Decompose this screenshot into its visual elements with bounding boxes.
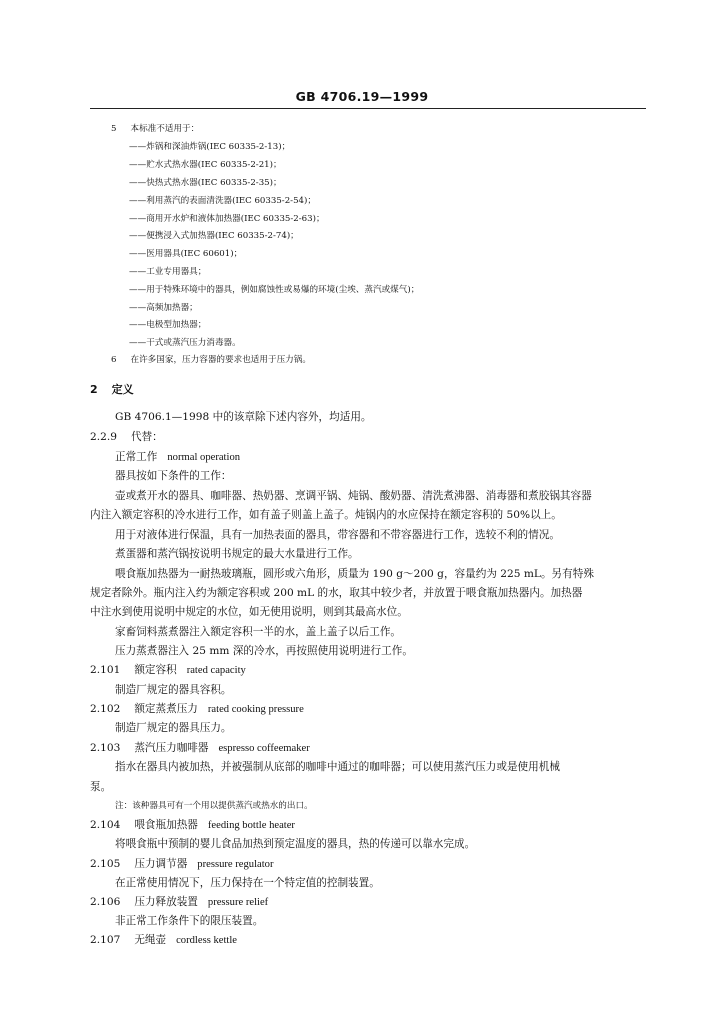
exclusion-item: ——干式或蒸汽压力消毒器。 (129, 338, 241, 348)
exclusion-item: ——利用蒸汽的表面清洗器(IEC 60335-2-54)； (129, 196, 316, 206)
term-en: normal operation (167, 452, 241, 463)
definition-text: 非正常工作条件下的限压装置。 (115, 915, 264, 927)
definition-text: 制造厂规定的器具容积。 (115, 684, 232, 696)
paragraph-line: 喂食瓶加热器为一耐热玻璃瓶，圆形或六角形，质量为 190 g～200 g，容量约为 225 mL。另有特殊 (115, 568, 594, 580)
header-rule (90, 108, 646, 109)
section-intro: GB 4706.1—1998 中的该章除下述内容外，均适用。 (115, 411, 372, 423)
term-en: rated capacity (186, 665, 246, 676)
exclusion-item: ——商用开水炉和液体加热器(IEC 60335-2-63)； (129, 214, 325, 224)
definition-2-105 (90, 857, 273, 872)
definition-2-103 (90, 741, 310, 756)
clause-title: 代替： (130, 431, 163, 443)
exclusion-item: ——高频加热器； (129, 303, 198, 313)
term-en: pressure regulator (197, 859, 274, 870)
paragraph-line: 规定者除外。瓶内注入约为额定容积或 200 mL 的水，取其中较少者，并放置于喂食瓶加热器内。加热器 (90, 587, 583, 599)
note-number: 6 (111, 355, 117, 365)
definition-text: 泵。 (90, 781, 112, 793)
term-cn: 压力调节器 (134, 858, 188, 870)
paragraph-line: 煮蛋器和蒸汽锅按说明书规定的最大水量进行工作。 (115, 548, 359, 560)
exclusion-item: ——便携浸入式加热器(IEC 60335-2-74)； (129, 231, 299, 241)
clause-number: 2.101 (90, 664, 121, 676)
term-en: pressure relief (207, 897, 269, 908)
section-number: 2 (90, 383, 98, 396)
paragraph-line: 家畜饲料蒸煮器注入额定容积一半的水，盖上盖子以后工作。 (115, 626, 402, 638)
definition-2-104 (90, 818, 295, 833)
term-cn: 压力释放装置 (134, 896, 198, 908)
exclusion-item: ——医用器具(IEC 60601)； (129, 249, 243, 259)
conditions-intro: 器具按如下条件的工作： (115, 470, 232, 482)
paragraph-line: 用于对液体进行保温，具有一加热表面的器具，带容器和不带容器进行工作，选较不利的情况。 (115, 529, 560, 541)
term-cn: 喂食瓶加热器 (134, 819, 198, 831)
term-en: espresso coffeemaker (218, 743, 310, 754)
section-heading (90, 381, 134, 397)
section-title: 定义 (111, 383, 134, 396)
paragraph-line: 中注水到使用说明中规定的水位，如无使用说明，则到其最高水位。 (90, 606, 408, 618)
clause-number: 2.2.9 (90, 431, 117, 443)
exclusion-item: ——用于特殊环境中的器具，例如腐蚀性或易爆的环境(尘埃、蒸汽或煤气)； (129, 285, 420, 295)
clause-number: 2.102 (90, 703, 121, 715)
definition-2-101 (90, 663, 246, 678)
term-cn: 额定蒸煮压力 (134, 703, 198, 715)
clause-number: 2.104 (90, 819, 121, 831)
term-cn: 额定容积 (134, 664, 177, 676)
exclusion-item: ——炸锅和深油炸锅(IEC 60335-2-13)； (129, 142, 291, 152)
paragraph-line: 内注入额定容积的冷水进行工作，如有盖子则盖上盖子。炖锅内的水应保持在额定容积的 50%以上。 (90, 509, 562, 521)
clause-2-2-9 (90, 430, 163, 444)
note-text: 本标准不适用于： (130, 124, 200, 134)
term-en: rated cooking pressure (207, 704, 304, 715)
clause-number: 2.105 (90, 858, 121, 870)
definition-text: 制造厂规定的器具压力。 (115, 722, 232, 734)
definition-text: 在正常使用情况下，压力保持在一个特定值的控制装置。 (115, 877, 380, 889)
paragraph-line: 压力蒸煮器注入 25 mm 深的冷水，再按照使用说明进行工作。 (115, 645, 413, 657)
term-cn: 无绳壶 (134, 934, 167, 946)
term-cn: 蒸汽压力咖啡器 (134, 742, 209, 754)
note-number: 5 (111, 124, 117, 134)
definition-2-106 (90, 895, 268, 910)
definition-text: 指水在器具内被加热，并被强制从底部的咖啡中通过的咖啡器；可以使用蒸汽压力或是使用机械 (115, 761, 560, 773)
clause-number: 2.106 (90, 896, 121, 908)
exclusion-item: ——快热式热水器(IEC 60335-2-35)； (129, 178, 282, 188)
term-cn: 正常工作 (115, 451, 158, 463)
exclusion-item: ——电极型加热器； (129, 320, 207, 330)
note-text: 在许多国家，压力容器的要求也适用于压力锅。 (130, 355, 311, 365)
term-normal-operation (115, 450, 240, 465)
page-header-standard-code: GB 4706.19—1999 (295, 89, 429, 104)
paragraph-line: 壶或煮开水的器具、咖啡器、热奶器、烹调平锅、炖锅、酸奶器、清洗煮沸器、消毒器和煮胶锅其容器 (115, 490, 592, 502)
definition-2-102 (90, 702, 304, 717)
term-en: feeding bottle heater (207, 820, 295, 831)
exclusion-item: ——贮水式热水器(IEC 60335-2-21)； (129, 160, 282, 170)
note-6 (111, 355, 311, 366)
term-en: cordless kettle (176, 935, 238, 946)
exclusion-item: ——工业专用器具； (129, 267, 207, 277)
definition-text: 将喂食瓶中预制的婴儿食品加热到预定温度的器具，热的传递可以靠水完成。 (115, 838, 476, 850)
note-5 (111, 124, 199, 135)
definition-note: 注：该种器具可有一个用以提供蒸汽或热水的出口。 (115, 801, 313, 811)
definition-2-107 (90, 933, 237, 948)
clause-number: 2.103 (90, 742, 121, 754)
clause-number: 2.107 (90, 934, 121, 946)
